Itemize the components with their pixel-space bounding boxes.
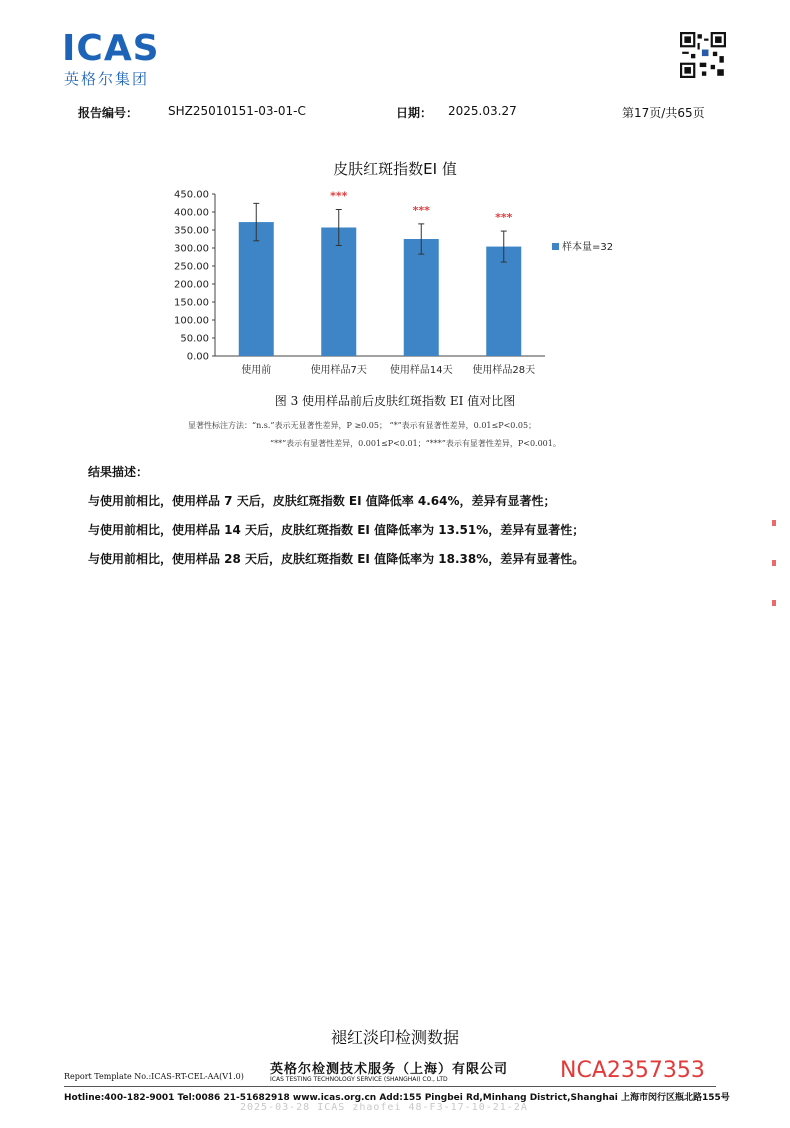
logo-subtitle: 英格尔集团 — [64, 70, 150, 88]
report-date: 2025.03.27 — [448, 104, 517, 118]
figure-caption: 图 3 使用样品前后皮肤红斑指数 EI 值对比图 — [274, 394, 516, 408]
company-name-en: ICAS TESTING TECHNOLOGY SERVICE (SHANGHAI) CO., LTD — [270, 1076, 448, 1083]
x-tick-label: 使用样品7天 — [310, 365, 367, 376]
significance-marker: *** — [495, 211, 513, 225]
edge-mark — [772, 560, 776, 566]
y-tick-label: 200.00 — [174, 279, 209, 291]
footer-divider — [64, 1086, 716, 1087]
icas-logo: ICAS — [62, 28, 160, 69]
legend-swatch — [552, 243, 559, 250]
footer-stamp: 2025-03-28 ICAS zhaofei 48-F3-17-10-21-2A — [240, 1102, 528, 1113]
date-label: 日期： — [396, 106, 433, 120]
y-tick-label: 150.00 — [174, 297, 209, 309]
y-tick-label: 0.00 — [186, 351, 209, 363]
bar — [486, 247, 521, 356]
significance-note-2: “**”表示有显著性差异，0.001≤P<0.01；“***”表示有显著性差异，P<0.001。 — [270, 439, 561, 448]
report-template-no: Report Template No.:ICAS-RT-CEL-AA(V1.0) — [64, 1072, 244, 1081]
significance-marker: *** — [330, 189, 348, 203]
significance-marker: *** — [412, 203, 430, 217]
y-tick-label: 450.00 — [174, 189, 209, 201]
nca-number: NCA2357353 — [560, 1058, 705, 1083]
edge-mark — [772, 600, 776, 606]
bar — [239, 222, 274, 356]
ei-bar-chart — [160, 180, 630, 385]
bar — [321, 227, 356, 356]
result-line-28d: 与使用前相比，使用样品 28 天后，皮肤红斑指数 EI 值降低率为 18.38%，差异有显著性。 — [88, 552, 585, 566]
x-tick-label: 使用样品28天 — [472, 365, 536, 376]
page-number: 第17页/共65页 — [622, 106, 705, 120]
y-tick-label: 400.00 — [174, 207, 209, 219]
legend-label: 样本量=32 — [562, 242, 614, 253]
results-title: 结果描述： — [88, 465, 149, 479]
result-line-14d: 与使用前相比，使用样品 14 天后，皮肤红斑指数 EI 值降低率为 13.51%，差异有显著性； — [88, 523, 585, 537]
company-name-cn: 英格尔检测技术服务（上海）有限公司 — [270, 1062, 509, 1077]
result-line-7d: 与使用前相比，使用样品 7 天后，皮肤红斑指数 EI 值降低率 4.64%，差异有显著性； — [88, 494, 556, 508]
report-number: SHZ25010151-03-01-C — [168, 104, 306, 118]
report-number-label: 报告编号： — [78, 106, 139, 120]
significance-note-1: 显著性标注方法：“n.s.”表示无显著性差异，P ≥0.05； “*”表示有显著性差异，0.01≤P<0.05； — [188, 421, 537, 430]
edge-mark — [772, 520, 776, 526]
x-tick-label: 使用前 — [241, 365, 272, 376]
qr-code-icon — [680, 32, 726, 78]
y-tick-label: 250.00 — [174, 261, 209, 273]
y-tick-label: 350.00 — [174, 225, 209, 237]
y-tick-label: 50.00 — [180, 333, 209, 345]
chart-title: 皮肤红斑指数EI 值 — [333, 160, 457, 178]
footer-contact: Hotline:400-182-9001 Tel:0086 21-51682918 www.icas.org.cn Add:155 Pingbei Rd,Minhang District,Shanghai 上海市闵行区瓶北路155号 — [64, 1093, 730, 1103]
y-tick-label: 100.00 — [174, 315, 209, 327]
x-tick-label: 使用样品14天 — [389, 365, 453, 376]
bar — [404, 239, 439, 356]
watermark-caption: 褪红淡印检测数据 — [330, 1028, 459, 1047]
y-tick-label: 300.00 — [174, 243, 209, 255]
